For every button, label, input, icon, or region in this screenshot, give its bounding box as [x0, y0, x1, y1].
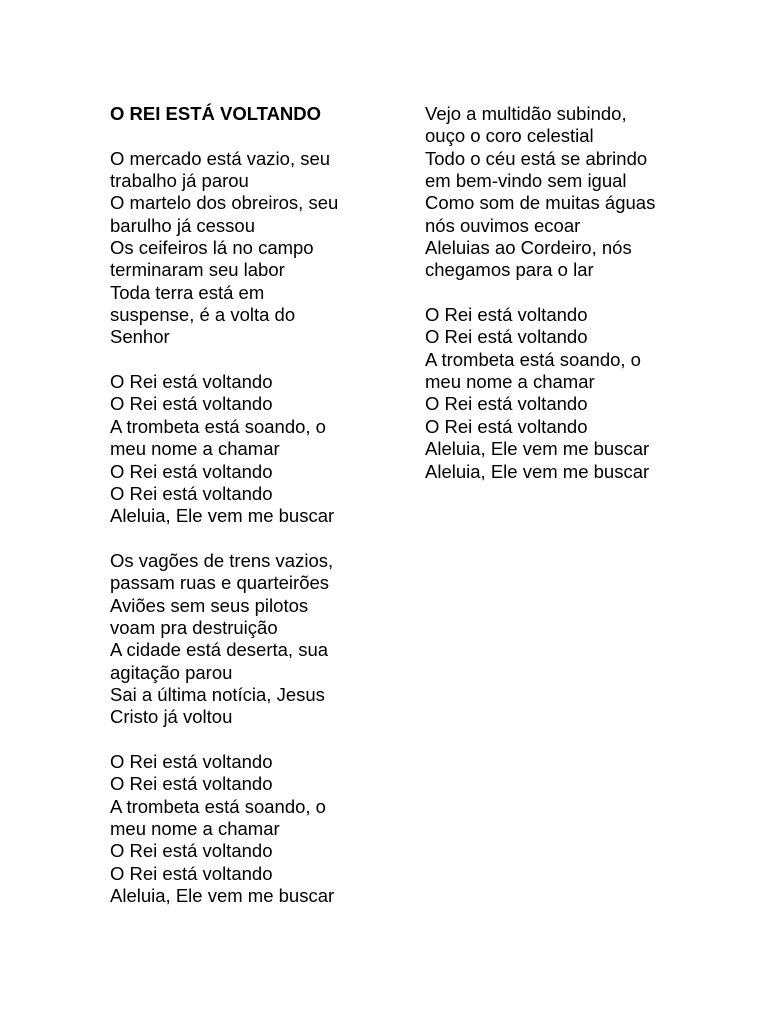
lyric-line: meu nome a chamar — [110, 818, 280, 839]
lyric-line: nós ouvimos ecoar — [425, 214, 581, 236]
lyric-line: Toda terra está em — [110, 281, 265, 303]
left-column — [110, 103, 410, 930]
lyric-line: O mercado está vazio, seu — [110, 147, 331, 169]
lyric-line: meu nome a chamar — [425, 371, 595, 393]
lyric-line: O Rei está voltando — [110, 750, 273, 772]
lyric-line: terminaram seu labor — [110, 259, 285, 281]
lyric-line: Os ceifeiros lá no campo — [110, 237, 314, 259]
lyric-line: Aleluia, Ele vem me buscar — [425, 460, 650, 482]
lyric-line: ouço o coro celestial — [425, 125, 594, 147]
lyric-line: Cristo já voltou — [110, 706, 233, 728]
lyric-line: O Rei está voltando — [110, 773, 273, 795]
lyric-line: em bem-vindo sem igual — [425, 170, 627, 192]
lyric-line: O Rei está voltando — [110, 862, 273, 884]
song-title: O REI ESTÁ VOLTANDO — [110, 103, 322, 124]
lyric-line: Aviões sem seus pilotos — [110, 594, 309, 616]
lyric-line: Vejo a multidão subindo, — [425, 103, 627, 124]
stanza — [425, 304, 725, 483]
stanza — [110, 371, 410, 527]
stanza — [110, 550, 410, 729]
lyric-line: A cidade está deserta, sua — [110, 639, 329, 661]
lyric-line: Os vagões de trens vazios, — [110, 549, 334, 571]
lyric-line: voam pra destruição — [110, 616, 278, 638]
lyric-line: chegamos para o lar — [425, 259, 594, 281]
lyric-line: Aleluia, Ele vem me buscar — [110, 885, 335, 907]
lyric-line: A trombeta está soando, o — [110, 415, 326, 437]
lyric-line: Sai a última notícia, Jesus — [110, 683, 325, 705]
lyric-line: Aleluias ao Cordeiro, nós — [425, 237, 632, 259]
lyric-line: barulho já cessou — [110, 214, 256, 236]
stanza — [110, 148, 410, 349]
stanza — [425, 103, 725, 282]
lyric-line: Aleluia, Ele vem me buscar — [425, 438, 650, 460]
lyric-line: trabalho já parou — [110, 170, 249, 192]
lyric-line: meu nome a chamar — [110, 438, 280, 460]
lyric-line: O Rei está voltando — [425, 326, 588, 348]
lyric-line: Aleluia, Ele vem me buscar — [110, 505, 335, 527]
lyric-line: O Rei está voltando — [110, 460, 273, 482]
right-stanzas — [425, 103, 725, 483]
lyric-line: O Rei está voltando — [110, 393, 273, 415]
lyric-line: O Rei está voltando — [425, 393, 588, 415]
stanza — [110, 751, 410, 907]
right-column — [425, 103, 725, 505]
lyric-line: suspense, é a volta do — [110, 304, 296, 326]
lyric-line: agitação parou — [110, 661, 233, 683]
lyric-line: passam ruas e quarteirões — [110, 572, 330, 594]
lyric-line: O Rei está voltando — [425, 415, 588, 437]
left-stanzas — [110, 148, 410, 908]
lyric-line: Todo o céu está se abrindo — [425, 147, 648, 169]
lyric-line: Senhor — [110, 326, 170, 348]
lyric-line: O Rei está voltando — [110, 482, 273, 504]
lyric-line: O martelo dos obreiros, seu — [110, 192, 339, 214]
lyric-line: Como som de muitas águas — [425, 192, 656, 214]
lyric-line: A trombeta está soando, o — [110, 795, 326, 817]
lyric-line: A trombeta está soando, o — [425, 348, 641, 370]
lyric-line: O Rei está voltando — [110, 371, 273, 393]
lyric-line: O Rei está voltando — [425, 304, 588, 326]
lyric-line: O Rei está voltando — [110, 840, 273, 862]
